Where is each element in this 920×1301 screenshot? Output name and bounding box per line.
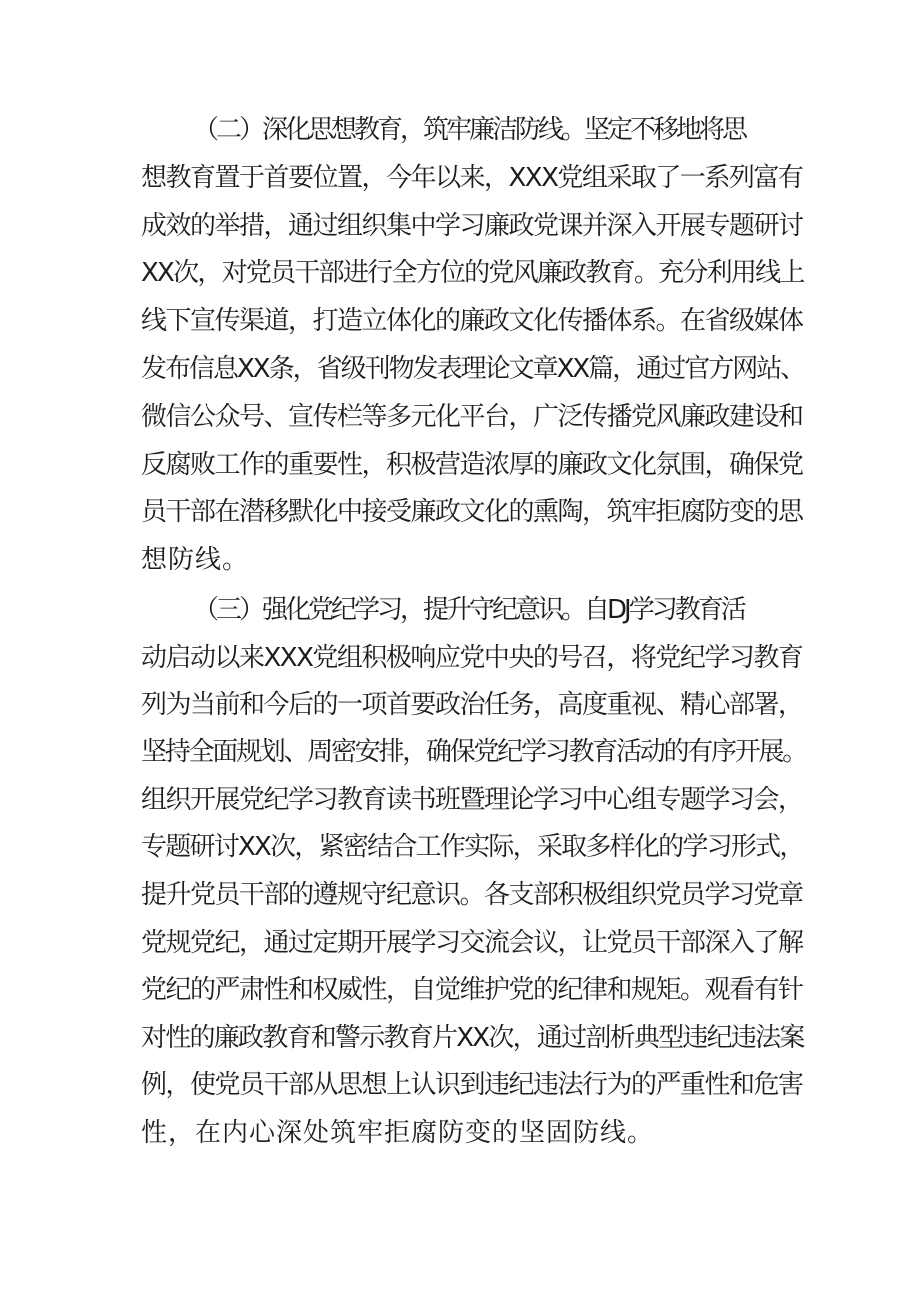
paragraph-line: 反腐败工作的重要性，积极营造浓厚的廉政文化氛围，确保党 — [141, 450, 803, 480]
paragraph-line: 想防线。 — [141, 545, 250, 575]
paragraph-line: 员干部在潜移默化中接受廉政文化的熏陶，筑牢拒腐防变的思 — [141, 497, 803, 527]
paragraph-line: 微信公众号、宣传栏等多元化平台，广泛传播党风廉政建设和 — [141, 402, 803, 432]
paragraph-line: 例，使党员干部从思想上认识到违纪违法行为的严重性和危害 — [141, 1070, 803, 1100]
paragraph-line: 坚持全面规划、周密安排，确保党纪学习教育活动的有序开展。 — [141, 737, 807, 767]
paragraph-line: 想教育置于首要位置，今年以来，XXX党组采取了一系列富有 — [141, 163, 803, 193]
paragraph-line: 党规党纪，通过定期开展学习交流会议，让党员干部深入了解 — [141, 928, 803, 958]
paragraph-line: （三）强化党纪学习，提升守纪意识。自DJ学习教育活 — [193, 595, 744, 625]
paragraph-line: 动启动以来XXX党组积极响应党中央的号召，将党纪学习教育 — [141, 643, 803, 673]
paragraph-line: 性，在内心深处筑牢拒腐防变的坚固防线。 — [141, 1118, 655, 1148]
paragraph-line: （二）深化思想教育，筑牢廉洁防线。坚定不移地将思 — [193, 115, 746, 145]
paragraph-line: 列为当前和今后的一项首要政治任务，高度重视、精心部署， — [141, 690, 803, 720]
paragraph-line: 对性的廉政教育和警示教育片XX次，通过剖析典型违纪违法案 — [141, 1023, 804, 1053]
paragraph-line: 提升党员干部的遵规守纪意识。各支部积极组织党员学习党章 — [141, 880, 803, 910]
paragraph-line: XX次，对党员干部进行全方位的党风廉政教育。充分利用线上 — [141, 258, 804, 288]
paragraph-line: 成效的举措，通过组织集中学习廉政党课并深入开展专题研讨 — [141, 211, 803, 241]
paragraph-line: 专题研讨XX次，紧密结合工作实际，采取多样化的学习形式， — [141, 832, 804, 862]
paragraph-line: 组织开展党纪学习教育读书班暨理论学习中心组专题学习会， — [141, 785, 803, 815]
paragraph-line: 党纪的严肃性和权威性，自觉维护党的纪律和规矩。观看有针 — [141, 975, 803, 1005]
paragraph-line: 线下宣传渠道，打造立体化的廉政文化传播体系。在省级媒体 — [141, 306, 803, 336]
paragraph-line: 发布信息XX条，省级刊物发表理论文章XX篇，通过官方网站、 — [141, 354, 805, 384]
